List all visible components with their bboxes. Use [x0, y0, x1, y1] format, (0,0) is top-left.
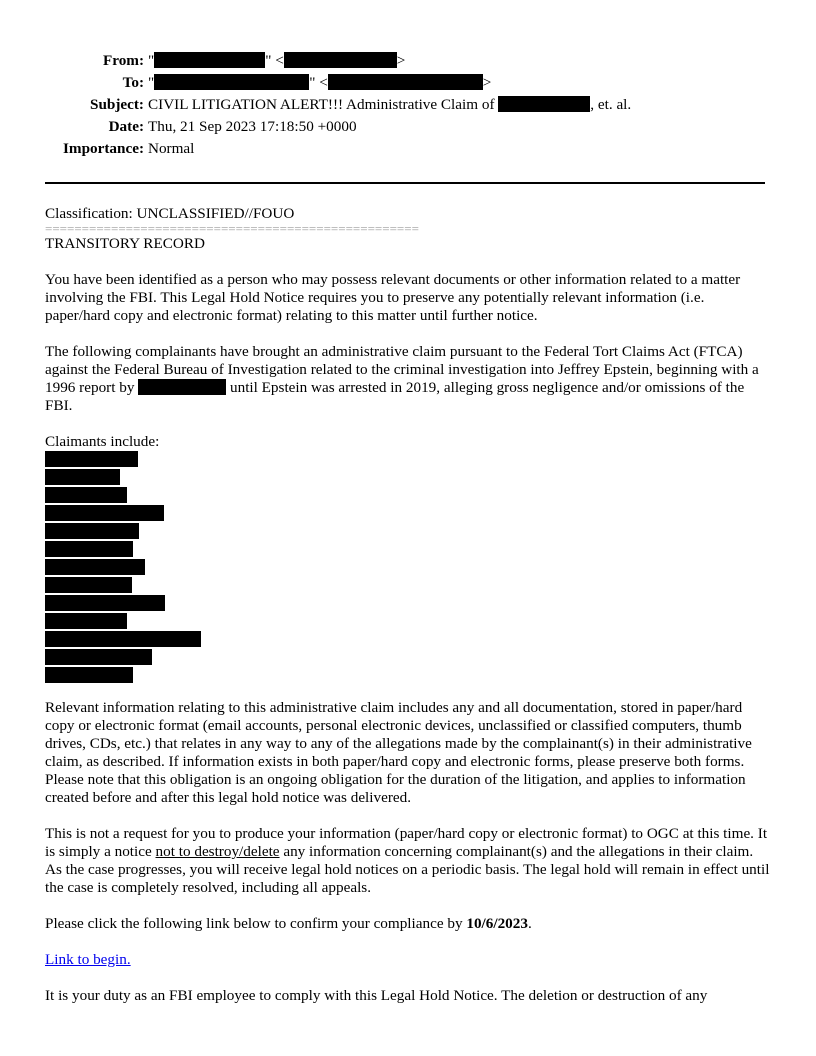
paragraph-identified: You have been identified as a person who may possess relevant documents or other information related to a matter involving the FBI. This Legal Hold Notice requires you to preserve any potentially relevant information (i.e. paper/hard copy and electronic format) relating to this matter until further notice.: [45, 271, 741, 324]
paragraph-confirm: [45, 915, 770, 933]
claimant-redaction: [45, 451, 138, 467]
claimant-redaction: [45, 559, 145, 575]
classification-line: Classification: UNCLASSIFIED//FOUO: [45, 205, 295, 222]
date-row: [0, 118, 816, 140]
email-header: [0, 52, 816, 162]
claimant-redaction: [45, 523, 139, 539]
subject-suffix: , et. al.: [590, 96, 632, 113]
claimant-redaction: [45, 667, 133, 683]
p5-text: Please click the following link below to confirm your compliance by: [45, 915, 463, 932]
p4-text-b: any information concerning complainant(s) and the allegations in their claim. As the case progresses, you will receive legal hold notices on a periodic basis. The legal hold will remain in effect until the case is completely resolved, including all appeals.: [45, 843, 770, 896]
claimants-label: Claimants include:: [45, 433, 160, 450]
header-divider: [45, 182, 765, 184]
importance-value: Normal: [148, 140, 195, 157]
date-label: Date:: [108, 118, 144, 135]
date-value: Thu, 21 Sep 2023 17:18:50 +0000: [148, 118, 357, 135]
from-label: From:: [102, 52, 144, 69]
redaction-bar: [154, 52, 265, 68]
claimant-redaction: [45, 469, 120, 485]
paragraph-relevant-info: Relevant information relating to this administrative claim includes any and all documentation, stored in paper/hard copy or electronic format (email accounts, personal electronic devices, unclassified or classified computers, thumb drives, CDs, etc.) that relates in any way to any of the allegations made by the complainant(s) in their administrative claim, as described. If information exists in both paper/hard copy and electronic forms, please preserve both forms. Please note that this obligation is an ongoing obligation for the duration of the litigation, and applies to information created before and after this legal hold notice was delivered.: [45, 699, 752, 806]
subject-text: CIVIL LITIGATION ALERT!!! Administrative Claim of: [148, 96, 495, 113]
importance-row: [0, 140, 816, 162]
to-value: " " < >: [148, 74, 492, 91]
subject-row: [0, 96, 816, 118]
claimant-redaction: [45, 649, 152, 665]
subject-label: Subject:: [90, 96, 144, 113]
separator-line: ===================================================: [45, 223, 419, 235]
redaction-bar: [138, 379, 226, 395]
email-body: [45, 205, 770, 1023]
p4-underlined: not to destroy/delete: [155, 843, 280, 860]
redaction-bar: [154, 74, 309, 90]
redaction-bar: [328, 74, 483, 90]
p5-end: .: [527, 915, 532, 932]
claimant-redaction: [45, 487, 127, 503]
paragraph-link: [45, 951, 770, 969]
redaction-bar: [498, 96, 590, 112]
claimant-redaction: [45, 613, 127, 629]
deadline-date: 10/6/2023: [466, 915, 528, 932]
begin-link[interactable]: Link to begin.: [45, 951, 131, 968]
p2-text-a: The following complainants have brought an administrative claim pursuant to the Federal Tort Claims Act (FTCA) against the Federal Bureau of Investigation related to the criminal investigation into Jeffrey Epstein, beginning with a 1996 report by: [45, 343, 759, 396]
subject-value: [148, 96, 631, 114]
to-label: To:: [122, 74, 144, 91]
claimants-list: [45, 451, 770, 683]
transitory-record: TRANSITORY RECORD: [45, 235, 205, 252]
claimant-redaction: [45, 577, 132, 593]
to-row: [0, 74, 816, 96]
from-row: [0, 52, 816, 74]
from-value: " " < >: [148, 52, 406, 69]
claimant-redaction: [45, 595, 165, 611]
paragraph-not-request: [45, 825, 770, 897]
paragraph-complainants: [45, 343, 770, 415]
claimant-redaction: [45, 631, 201, 647]
paragraph-duty: It is your duty as an FBI employee to comply with this Legal Hold Notice. The deletion or destruction of any: [45, 987, 708, 1004]
importance-label: Importance:: [63, 140, 144, 157]
p4-text-a: This is not a request for you to produce your information (paper/hard copy or electronic format) to OGC at this time. It is simply a notice: [45, 825, 768, 860]
claimant-redaction: [45, 541, 133, 557]
redaction-bar: [284, 52, 397, 68]
claimant-redaction: [45, 505, 164, 521]
p2-text-b: until Epstein was arrested in 2019, alleging gross negligence and/or omissions of the FBI.: [45, 379, 745, 414]
